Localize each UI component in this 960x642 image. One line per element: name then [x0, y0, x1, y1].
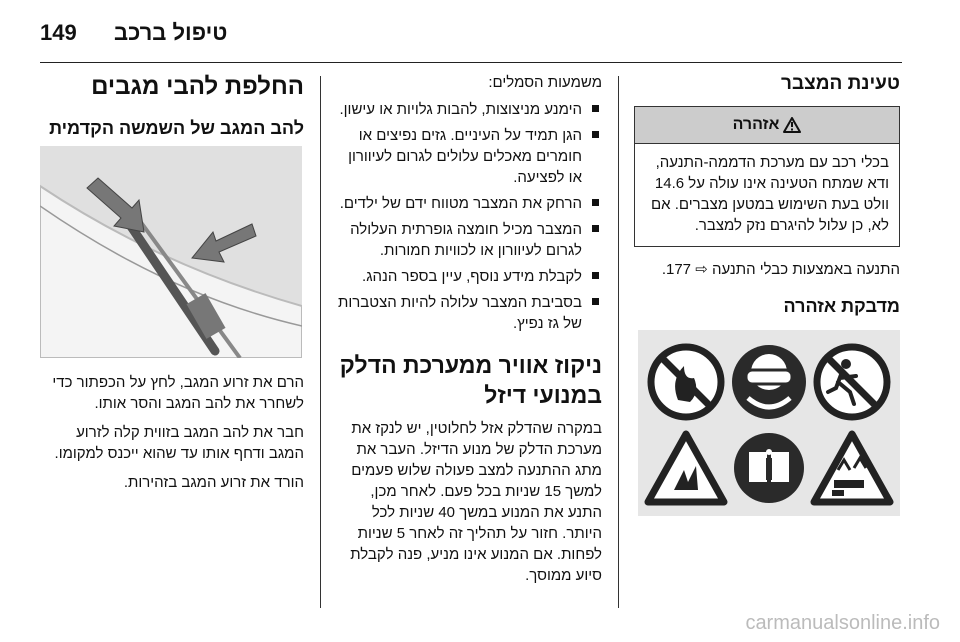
symbols-intro: משמעות הסמלים: — [488, 74, 602, 91]
list-item: לקבלת מידע נוסף, עיין בספר הנהג. — [334, 266, 602, 287]
subsection-title-windshield: להב המגב של השמשה הקדמית — [49, 118, 304, 138]
running-title: טיפול ברכב — [114, 20, 228, 45]
eye-protection-icon — [732, 345, 806, 419]
no-fire-icon — [651, 347, 721, 417]
symbol-meanings-list — [334, 99, 602, 334]
wiper-paragraph-2: חבר את להב המגב בזווית קלה לזרוע המגב ודחף אותו עד שהוא ייכנס למקומו. — [54, 424, 304, 462]
warning-box — [634, 106, 900, 247]
wiper-blade-figure — [40, 146, 302, 358]
page-number: 149 — [40, 20, 77, 45]
column-divider-left — [320, 76, 321, 608]
section-title-diesel: ניקוז אוויר ממערכת הדלק במנועי דיזל — [339, 352, 602, 408]
section-title-wiper: החלפת להבי מגבים — [91, 73, 304, 100]
header-rule — [40, 62, 902, 63]
list-item: הימנע מניצוצות, להבות גלויות או עישון. — [334, 99, 602, 120]
wiper-blade-illustration-icon — [40, 146, 302, 358]
reference-text: התנעה באמצעות כבלי התנעה — [711, 261, 900, 278]
section-title-battery: טעינת המצבר — [781, 73, 900, 94]
subsection-title-warning-label: מדבקת אזהרה — [783, 296, 900, 316]
read-manual-icon — [734, 433, 804, 503]
right-column — [634, 72, 900, 318]
list-item: בסביבת המצבר עלולה להיות הצטברות של גז נפיץ. — [334, 292, 602, 334]
list-item: הרחק את המצבר מטווח ידם של ילדים. — [334, 193, 602, 214]
reference-page: 177 — [666, 261, 692, 278]
footer-brand: carmanualsonline.info — [745, 612, 940, 634]
column-divider-right — [618, 76, 619, 608]
warning-triangle-icon — [783, 117, 801, 133]
warning-header — [635, 107, 899, 144]
reference-arrow-icon: ⇨ — [695, 261, 708, 278]
wiper-paragraph-3: הורד את זרוע המגב בזהירות. — [123, 474, 304, 491]
left-column — [40, 72, 304, 140]
keep-children-away-icon — [817, 347, 887, 417]
cross-reference: התנעה באמצעות כבלי התנעה ⇨ 177. — [661, 261, 900, 278]
middle-column — [334, 72, 602, 586]
list-item: הגן תמיד על העיניים. גזים נפיצים או חומרים מאכלים עלולים לגרום לעיוורון או לפציעה. — [334, 125, 602, 188]
wiper-instructions — [40, 372, 304, 493]
list-item: המצבר מכיל חומצה גופרתית העלולה לגרום לעיוורון או לכוויות חמורות. — [334, 219, 602, 261]
page-header — [0, 0, 960, 62]
warning-label-symbols — [638, 330, 900, 516]
wiper-paragraph-1: הרם את זרוע המגב, לחץ על הכפתור כדי לשחרר את להב המגב והסר אותו. — [52, 374, 304, 412]
warning-text: בכלי רכב עם מערכת הדממה-התנעה, ודא שמתח הטעינה אינו עולה על 14.6 וולט בעת השימוש במטען מצברים. אם לא, כן עלול להיגרם נזק למצבר. — [650, 154, 889, 234]
warning-label: אזהרה — [732, 116, 780, 133]
diesel-paragraph: במקרה שהדלק אזל לחלוטין, יש לנקז את מערכת הדלק של מנוע הדיזל. העבר את מתג ההתנעה למצב פעולה שלוש פעמים למשך 15 שניות בכל פעם. לאחר מכן, התנע את המנוע במשך 40 שניות לכל היותר. חזור על תהליך זה לאחר 5 שניות לפחות. אם המנוע אינו מניע, פנה לקבלת סיוע ממוסך. — [350, 420, 602, 584]
